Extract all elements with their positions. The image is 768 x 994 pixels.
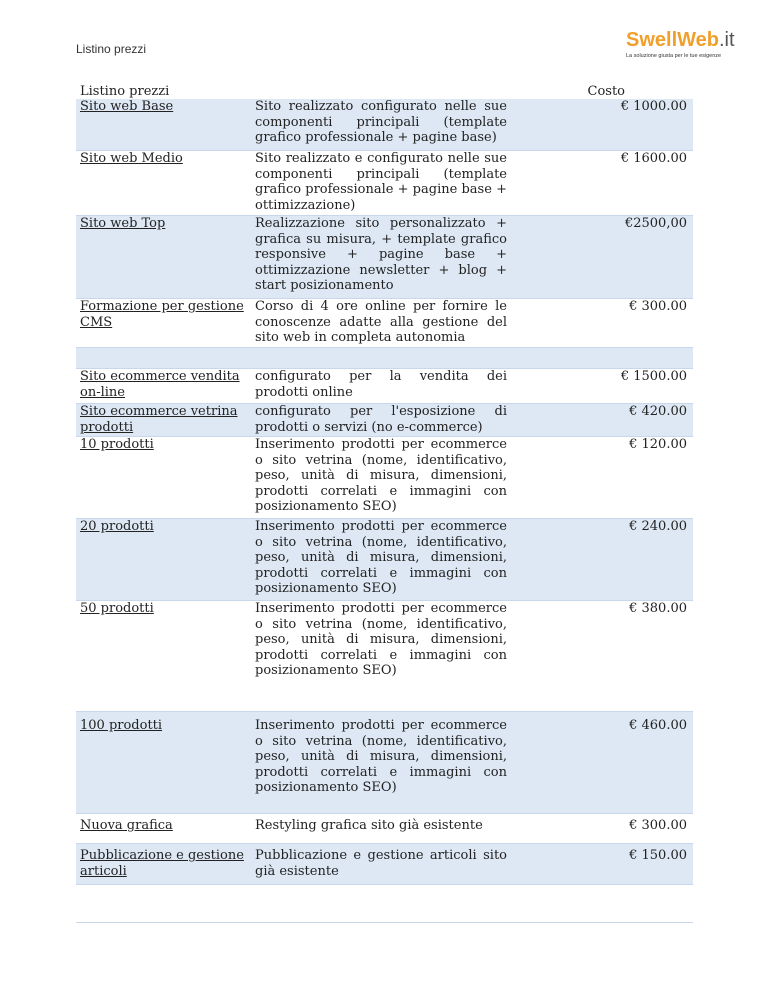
- row-name: Sito web Base: [80, 99, 174, 115]
- table-header-title: Listino prezzi: [80, 84, 170, 99]
- swellweb-logo: [626, 30, 736, 70]
- row-desc: Sito realizzato e configurato nelle sue componenti principali (template grafico professionale + pagine base + ottimizzazione): [255, 151, 507, 213]
- table-row-spacer: [76, 348, 693, 369]
- row-price: € 1600.00: [620, 151, 687, 167]
- row-price: €2500,00: [624, 216, 687, 232]
- row-name: Nuova grafica: [80, 818, 173, 834]
- table-row: [76, 369, 693, 404]
- table-row: [76, 844, 693, 885]
- row-desc: Realizzazione sito personalizzato + grafica su misura, + template grafico responsive + pagine base + ottimizzazione newsletter + blog + start posizionamento: [255, 216, 507, 294]
- row-price: € 150.00: [629, 848, 687, 864]
- row-desc: configurato per la vendita dei prodotti online: [255, 369, 507, 400]
- logo-text-web: Web: [677, 29, 719, 51]
- table-row: [76, 151, 693, 216]
- row-name: Formazione per gestione CMS: [80, 299, 244, 330]
- row-name: Sito web Top: [80, 216, 166, 232]
- row-name: Pubblicazione e gestione articoli: [80, 848, 244, 879]
- logo-text-it: .it: [719, 29, 735, 51]
- row-desc: Pubblicazione e gestione articoli sito già esistente: [255, 848, 507, 879]
- row-desc: Inserimento prodotti per ecommerce o sito vetrina (nome, identificativo, peso, unità di misura, dimensioni, prodotti correlati e immagini con posizionamento SEO): [255, 601, 507, 679]
- row-price: € 1500.00: [620, 369, 687, 385]
- row-price: € 380.00: [629, 601, 687, 617]
- logo-text-swell: Swell: [626, 29, 678, 51]
- row-name: Sito web Medio: [80, 151, 183, 167]
- row-desc: Inserimento prodotti per ecommerce o sito vetrina (nome, identificativo, peso, unità di misura, dimensioni, prodotti correlati e immagini con posizionamento SEO): [255, 437, 507, 515]
- table-row: [76, 712, 693, 814]
- table-row: [76, 216, 693, 299]
- row-name: 20 prodotti: [80, 519, 154, 535]
- table-row: [76, 601, 693, 712]
- table-row: [76, 299, 693, 348]
- row-desc: Corso di 4 ore online per fornire le conoscenze adatte alla gestione del sito web in completa autonomia: [255, 299, 507, 346]
- row-price: € 300.00: [629, 818, 687, 834]
- row-price: € 120.00: [629, 437, 687, 453]
- row-name: 100 prodotti: [80, 718, 163, 734]
- table-row: [76, 437, 693, 519]
- row-price: € 420.00: [629, 404, 687, 420]
- table-row: [76, 814, 693, 844]
- table-header-cost: Costo: [587, 84, 625, 99]
- row-price: € 240.00: [629, 519, 687, 535]
- table-header-row: [76, 84, 693, 99]
- price-table: [76, 84, 693, 885]
- table-row: [76, 404, 693, 437]
- row-desc: Restyling grafica sito già esistente: [255, 818, 483, 834]
- row-price: € 460.00: [629, 718, 687, 734]
- table-row: [76, 99, 693, 151]
- row-name: Sito ecommerce vetrina prodotti: [80, 404, 238, 435]
- row-desc: Inserimento prodotti per ecommerce o sito vetrina (nome, identificativo, peso, unità di misura, dimensioni, prodotti correlati e immagini con posizionamento SEO): [255, 718, 507, 796]
- footer-divider: [76, 922, 693, 923]
- row-price: € 1000.00: [620, 99, 687, 115]
- page-header-title: Listino prezzi: [76, 42, 147, 56]
- row-desc: Sito realizzato configurato nelle sue componenti principali (template grafico professionale + pagine base): [255, 99, 507, 146]
- table-row: [76, 519, 693, 601]
- row-price: € 300.00: [629, 299, 687, 315]
- row-name: 10 prodotti: [80, 437, 154, 453]
- row-name: Sito ecommerce vendita on-line: [80, 369, 240, 400]
- row-desc: configurato per l'esposizione di prodotti o servizi (no e-commerce): [255, 404, 507, 435]
- logo-tagline: La soluzione giusta per le tue esigenze: [626, 53, 722, 59]
- row-name: 50 prodotti: [80, 601, 154, 617]
- row-desc: Inserimento prodotti per ecommerce o sito vetrina (nome, identificativo, peso, unità di misura, dimensioni, prodotti correlati e immagini con posizionamento SEO): [255, 519, 507, 597]
